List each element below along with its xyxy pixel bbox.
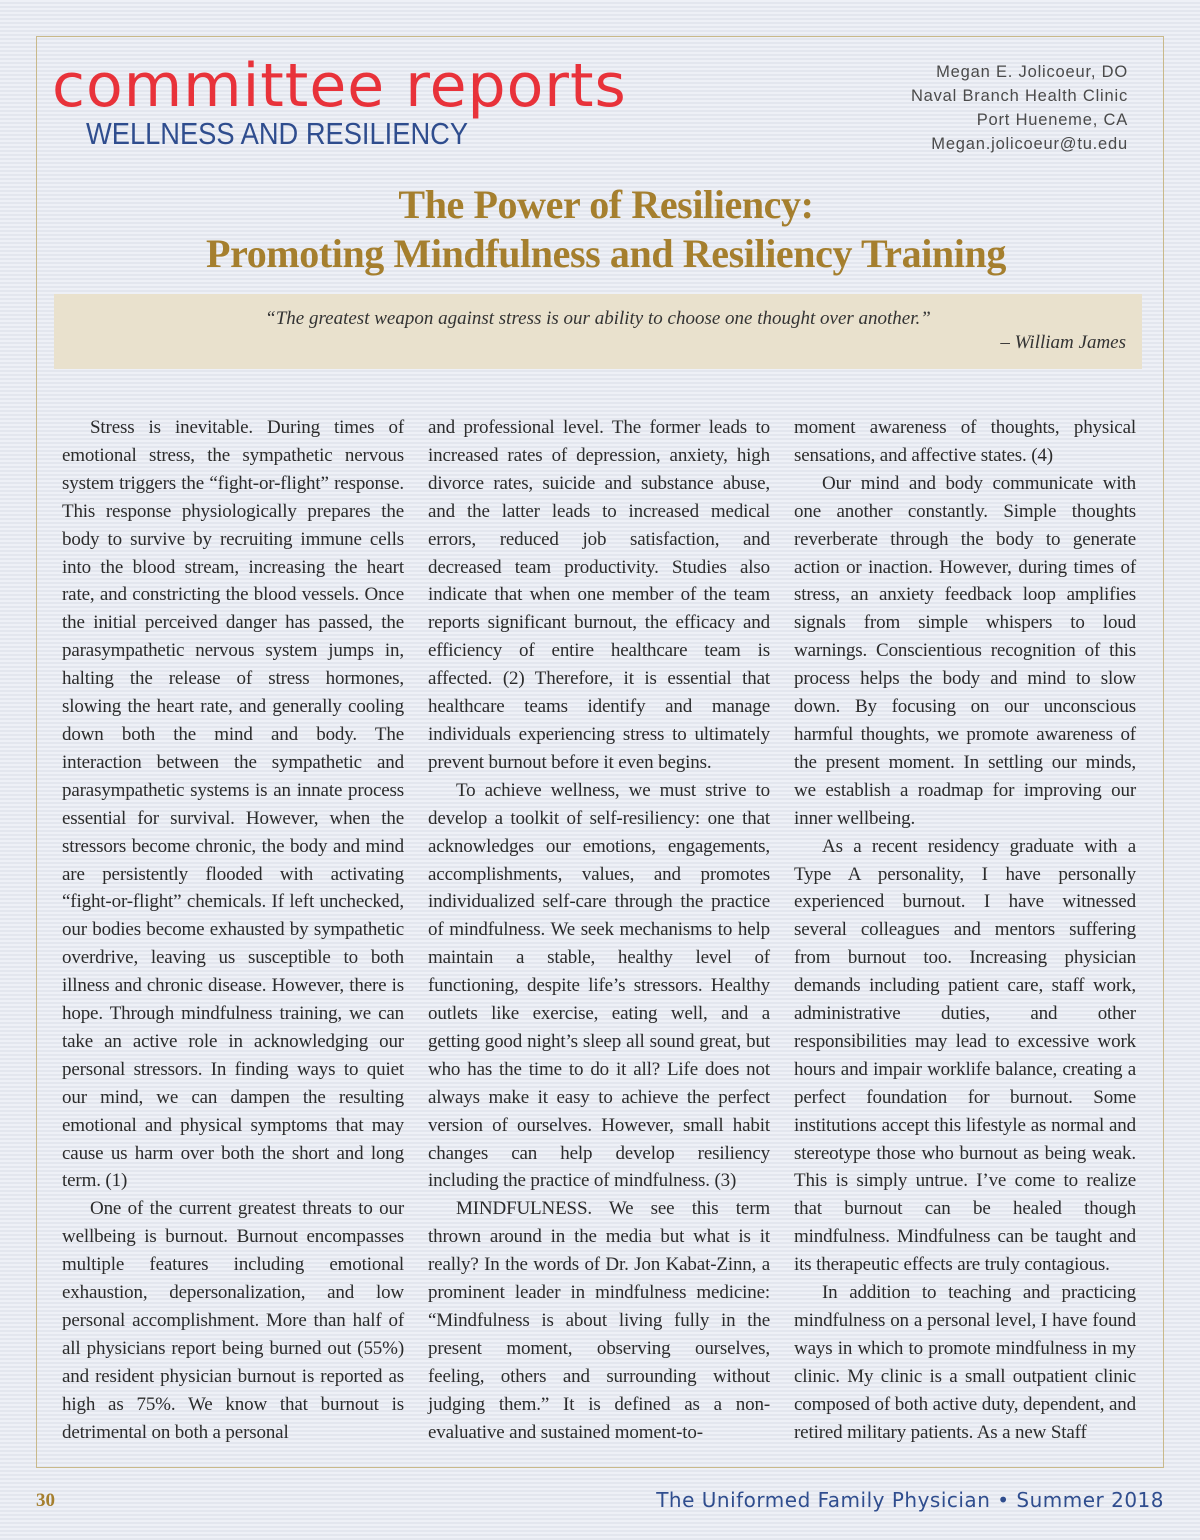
author-organization: Naval Branch Health Clinic: [910, 87, 1128, 105]
article-title-line-1: The Power of Resiliency:: [398, 182, 814, 227]
epigraph-box: [54, 294, 1142, 369]
article-title-line-2: Promoting Mindfulness and Resiliency Training: [206, 231, 1006, 276]
paragraph: MINDFULNESS. We see this term thrown around in the media but what is it really? In the words of Dr. Jon Kabat-Zinn, a prominent leader in mindfulness medicine: “Mindfulness is about living fully in the present moment, observing ourselves, feeling, others and surrounding without judging them.” It is defined as a non-evaluative and sustained moment-to-: [428, 1198, 770, 1443]
author-location: Port Hueneme, CA: [976, 111, 1128, 129]
paragraph: Stress is inevitable. During times of emotional stress, the sympathetic nervous system triggers the “fight-or-flight” response. This response physiologically prepares the body to survive by recruiting immune cells into the blood stream, increasing the heart rate, and constricting the blood vessels. Once the initial perceived danger has passed, the parasympathetic nervous system jumps in, halting the release of stress hormones, slowing the heart rate, and generally cooling down both the mind and body. The interaction between the sympathetic and parasympathetic systems is an innate process essential for survival. However, when the stressors become chronic, the body and mind are persistently flooded with activating “fight-or-flight” chemicals. If left unchecked, our bodies become exhausted by sympathetic overdrive, leaving us susceptible to both illness and chronic disease. However, there is hope. Through mindfulness training, we can take an active role in acknowledging our personal stressors. In finding ways to quiet our mind, we can dampen the resulting emotional and physical symptoms that may cause us harm over both the short and long term. (1): [62, 417, 404, 1192]
paragraph: Our mind and body communicate with one another constantly. Simple thoughts reverberate through the body to generate action or inaction. However, during times of stress, an anxiety feedback loop amplifies signals from simple whispers to loud warnings. Conscientious recognition of this process helps the body and mind to slow down. By focusing on our unconscious harmful thoughts, we promote awareness of the present moment. In settling our minds, we establish a roadmap for improving our inner wellbeing.: [794, 472, 1136, 829]
epigraph-quote: “The greatest weapon against stress is our ability to choose one thought over another.”: [265, 308, 931, 329]
publication-footer: The Uniformed Family Physician • Summer 2018: [656, 1488, 1164, 1512]
author-name: Megan E. Jolicoeur, DO: [936, 63, 1128, 81]
article-body: [62, 414, 1136, 1454]
body-column-2: [428, 414, 770, 1447]
epigraph-attribution: – William James: [1000, 332, 1126, 353]
paragraph: and professional level. The former leads to increased rates of depression, anxiety, high divorce rates, suicide and substance abuse, and the latter leads to increased medical errors, reduced job satisfaction, and decreased team productivity. Studies also indicate that when one member of the team reports significant burnout, the efficacy and efficiency of entire healthcare team is affected. (2) Therefore, it is essential that healthcare teams identify and manage individuals experiencing stress to ultimately prevent burnout before it even begins.: [428, 417, 770, 773]
body-column-3: [794, 414, 1136, 1447]
paragraph: To achieve wellness, we must strive to develop a toolkit of self-resiliency: one that acknowledges our emotions, engagements, accomplishments, values, and promotes individualized self-care through the practice of mindfulness. We seek mechanisms to help maintain a stable, healthy level of functioning, despite life’s stressors. Healthy outlets like exercise, eating well, and a getting good night’s sleep all sound great, but who has the time to do it all? Life does not always make it easy to achieve the perfect version of ourselves. However, small habit changes can help develop resiliency including the practice of mindfulness. (3): [428, 779, 770, 1192]
author-block: [768, 60, 1128, 156]
subsection-title: WELLNESS AND RESILIENCY: [86, 116, 469, 151]
paragraph: One of the current greatest threats to our wellbeing is burnout. Burnout encompasses multiple features including emotional exhaustion, depersonalization, and low personal accomplishment. More than half of all physicians report being burned out (55%) and resident physician burnout is reported as high as 75%. We know that burnout is detrimental on both a personal: [62, 1198, 404, 1443]
paragraph: As a recent residency graduate with a Type A personality, I have personally experienced burnout. I have witnessed several colleagues and mentors suffering from burnout too. Increasing physician demands including patient care, staff work, administrative duties, and other responsibilities may lead to excessive work hours and impair worklife balance, creating a perfect foundation for burnout. Some institutions accept this lifestyle as normal and stereotype those who burnout as being weak. This is simply untrue. I’ve come to realize that burnout can be healed though mindfulness. Mindfulness can be taught and its therapeutic effects are truly contagious.: [794, 835, 1136, 1276]
body-column-1: [62, 414, 404, 1447]
article-title: [36, 180, 1176, 278]
page-number: 30: [36, 1490, 55, 1511]
author-email[interactable]: Megan.jolicoeur@tu.edu: [931, 135, 1128, 153]
section-title: committee reports: [52, 51, 627, 121]
paragraph: moment awareness of thoughts, physical sensations, and affective states. (4): [794, 417, 1136, 466]
paragraph: In addition to teaching and practicing mindfulness on a personal level, I have found ways in which to promote mindfulness in my clinic. My clinic is a small outpatient clinic composed of both active duty, dependent, and retired military patients. As a new Staff: [794, 1282, 1136, 1443]
